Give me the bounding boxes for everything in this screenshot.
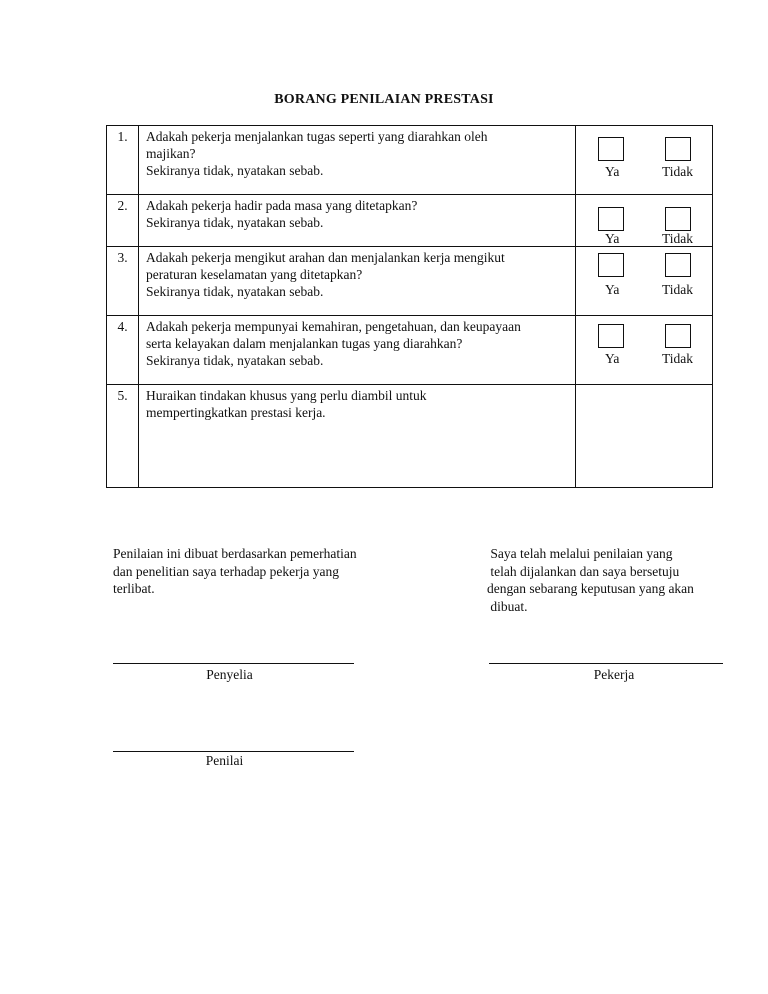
question-text bbox=[139, 316, 576, 385]
statement-line: dengan sebarang keputusan yang akan bbox=[487, 581, 694, 596]
question-line: majikan? bbox=[146, 146, 196, 161]
assessment-table bbox=[106, 125, 713, 488]
no-label: Tidak bbox=[662, 282, 694, 297]
question-number: 2. bbox=[107, 195, 139, 247]
no-checkbox[interactable] bbox=[665, 207, 691, 231]
no-label: Tidak bbox=[662, 351, 694, 366]
no-label: Tidak bbox=[662, 164, 694, 179]
question-line: Adakah pekerja hadir pada masa yang ditetapkan? bbox=[146, 198, 418, 213]
question-line: Sekiranya tidak, nyatakan sebab. bbox=[146, 353, 324, 368]
question-number: 1. bbox=[107, 126, 139, 195]
question-row-3 bbox=[107, 247, 713, 316]
supervisor-statement bbox=[113, 545, 403, 598]
yes-checkbox[interactable] bbox=[598, 253, 624, 277]
yes-label: Ya bbox=[605, 351, 620, 366]
yes-checkbox[interactable] bbox=[598, 137, 624, 161]
question-row-1 bbox=[107, 126, 713, 195]
question-line: peraturan keselamatan yang ditetapkan? bbox=[146, 267, 363, 282]
no-label: Tidak bbox=[662, 231, 694, 246]
question-text bbox=[139, 385, 576, 488]
statement-line: dibuat. bbox=[487, 598, 528, 614]
question-number: 3. bbox=[107, 247, 139, 316]
answer-cell bbox=[576, 195, 713, 247]
supervisor-signature-line[interactable] bbox=[113, 663, 354, 664]
question-line: Sekiranya tidak, nyatakan sebab. bbox=[146, 215, 324, 230]
question-line: Adakah pekerja menjalankan tugas seperti yang diarahkan oleh bbox=[146, 129, 488, 144]
question-number: 5. bbox=[107, 385, 139, 488]
yes-checkbox[interactable] bbox=[598, 207, 624, 231]
question-text bbox=[139, 126, 576, 195]
question-line: Adakah pekerja mempunyai kemahiran, pengetahuan, dan keupayaan bbox=[146, 319, 521, 334]
yes-label: Ya bbox=[605, 282, 620, 297]
question-line: Huraikan tindakan khusus yang perlu diambil untuk bbox=[146, 388, 427, 403]
question-text bbox=[139, 247, 576, 316]
question-line: serta kelayakan dalam menjalankan tugas yang diarahkan? bbox=[146, 336, 463, 351]
employee-signature-label: Pekerja bbox=[593, 667, 635, 682]
answer-cell bbox=[576, 247, 713, 316]
question-row-5 bbox=[107, 385, 713, 488]
question-number: 4. bbox=[107, 316, 139, 385]
question-line: mempertingkatkan prestasi kerja. bbox=[146, 405, 326, 420]
question-line: Sekiranya tidak, nyatakan sebab. bbox=[146, 163, 324, 178]
question-text bbox=[139, 195, 576, 247]
yes-label: Ya bbox=[605, 231, 620, 246]
no-checkbox[interactable] bbox=[665, 253, 691, 277]
question-row-2 bbox=[107, 195, 713, 247]
employee-signature-line[interactable] bbox=[489, 663, 723, 664]
statement-line: Saya telah melalui penilaian yang bbox=[487, 546, 673, 561]
supervisor-signature-label: Penyelia bbox=[206, 667, 253, 682]
question-line: Sekiranya tidak, nyatakan sebab. bbox=[146, 284, 324, 299]
statement-line: dan penelitian saya terhadap pekerja yang bbox=[113, 563, 340, 579]
answer-cell bbox=[576, 316, 713, 385]
assessor-signature-line[interactable] bbox=[113, 751, 354, 752]
statement-line: Penilaian ini dibuat berdasarkan pemerhatian bbox=[113, 546, 357, 561]
form-title: BORANG PENILAIAN PRESTASI bbox=[274, 92, 494, 107]
question-row-4 bbox=[107, 316, 713, 385]
question-line: Adakah pekerja mengikut arahan dan menjalankan kerja mengikut bbox=[146, 250, 505, 265]
assessor-signature-label: Penilai bbox=[205, 753, 244, 768]
answer-cell bbox=[576, 126, 713, 195]
yes-label: Ya bbox=[605, 164, 620, 179]
statement-line: telah dijalankan dan saya bersetuju bbox=[487, 563, 680, 579]
answer-text-area[interactable] bbox=[576, 385, 713, 488]
statement-line: terlibat. bbox=[113, 581, 155, 596]
no-checkbox[interactable] bbox=[665, 324, 691, 348]
employee-statement bbox=[487, 545, 737, 615]
no-checkbox[interactable] bbox=[665, 137, 691, 161]
yes-checkbox[interactable] bbox=[598, 324, 624, 348]
